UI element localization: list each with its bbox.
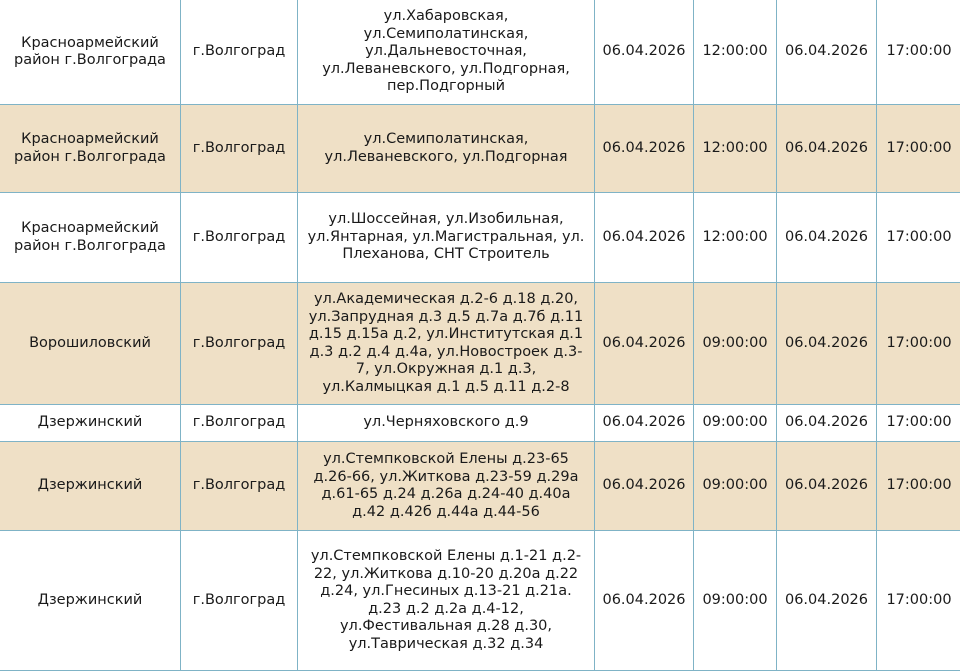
- end-time-cell: 17:00:00: [877, 531, 960, 671]
- streets-cell: ул.Семиполатинская, ул.Леваневского, ул.Подгорная: [298, 105, 595, 193]
- table-row: [0, 193, 960, 283]
- streets-cell: ул.Хабаровская, ул.Семиполатинская, ул.Дальневосточная, ул.Леваневского, ул.Подгорная, пер.Подгорный: [298, 0, 595, 105]
- streets-cell: ул.Стемпковской Елены д.1-21 д.2-22, ул.Житкова д.10-20 д.20а д.22 д.24, ул.Гнесиных д.13-21 д.21а. д.23 д.2 д.2а д.4-12, ул.Фестивальная д.28 д.30, ул.Таврическая д.32 д.34: [298, 531, 595, 671]
- end-time-cell: 17:00:00: [877, 442, 960, 531]
- district-cell: Красноармейский район г.Волгограда: [0, 193, 181, 283]
- district-cell: Дзержинский: [0, 405, 181, 442]
- end-date-cell: 06.04.2026: [777, 405, 877, 442]
- end-time-cell: 17:00:00: [877, 0, 960, 105]
- district-cell: Красноармейский район г.Волгограда: [0, 105, 181, 193]
- start-date-cell: 06.04.2026: [595, 193, 694, 283]
- start-time-cell: 09:00:00: [694, 531, 777, 671]
- start-time-cell: 09:00:00: [694, 405, 777, 442]
- table-row: [0, 0, 960, 105]
- start-time-cell: 12:00:00: [694, 0, 777, 105]
- streets-cell: ул.Академическая д.2-6 д.18 д.20, ул.Запрудная д.3 д.5 д.7а д.7б д.11 д.15 д.15а д.2, ул.Институтская д.1 д.3 д.2 д.4 д.4а, ул.Новостроек д.3-7, ул.Окружная д.1 д.3, ул.Калмыцкая д.1 д.5 д.11 д.2-8: [298, 283, 595, 405]
- district-cell: Дзержинский: [0, 442, 181, 531]
- start-time-cell: 12:00:00: [694, 193, 777, 283]
- start-time-cell: 09:00:00: [694, 283, 777, 405]
- end-time-cell: 17:00:00: [877, 105, 960, 193]
- start-date-cell: 06.04.2026: [595, 283, 694, 405]
- end-date-cell: 06.04.2026: [777, 442, 877, 531]
- city-cell: г.Волгоград: [181, 193, 298, 283]
- start-date-cell: 06.04.2026: [595, 442, 694, 531]
- end-date-cell: 06.04.2026: [777, 193, 877, 283]
- end-date-cell: 06.04.2026: [777, 0, 877, 105]
- district-cell: Ворошиловский: [0, 283, 181, 405]
- streets-cell: ул.Черняховского д.9: [298, 405, 595, 442]
- city-cell: г.Волгоград: [181, 442, 298, 531]
- table-row: [0, 442, 960, 531]
- table-row: [0, 105, 960, 193]
- end-date-cell: 06.04.2026: [777, 283, 877, 405]
- end-time-cell: 17:00:00: [877, 193, 960, 283]
- streets-cell: ул.Шоссейная, ул.Изобильная, ул.Янтарная, ул.Магистральная, ул. Плеханова, СНТ Строитель: [298, 193, 595, 283]
- end-time-cell: 17:00:00: [877, 405, 960, 442]
- start-time-cell: 12:00:00: [694, 105, 777, 193]
- start-time-cell: 09:00:00: [694, 442, 777, 531]
- city-cell: г.Волгоград: [181, 531, 298, 671]
- table-row: [0, 405, 960, 442]
- start-date-cell: 06.04.2026: [595, 0, 694, 105]
- city-cell: г.Волгоград: [181, 283, 298, 405]
- streets-cell: ул.Стемпковской Елены д.23-65 д.26-66, ул.Житкова д.23-59 д.29а д.61-65 д.24 д.26а д.24-40 д.40а д.42 д.42б д.44а д.44-56: [298, 442, 595, 531]
- city-cell: г.Волгоград: [181, 105, 298, 193]
- city-cell: г.Волгоград: [181, 0, 298, 105]
- start-date-cell: 06.04.2026: [595, 531, 694, 671]
- start-date-cell: 06.04.2026: [595, 405, 694, 442]
- table-row: [0, 283, 960, 405]
- district-cell: Дзержинский: [0, 531, 181, 671]
- end-time-cell: 17:00:00: [877, 283, 960, 405]
- end-date-cell: 06.04.2026: [777, 531, 877, 671]
- table-row: [0, 531, 960, 671]
- start-date-cell: 06.04.2026: [595, 105, 694, 193]
- end-date-cell: 06.04.2026: [777, 105, 877, 193]
- city-cell: г.Волгоград: [181, 405, 298, 442]
- district-cell: Красноармейский район г.Волгограда: [0, 0, 181, 105]
